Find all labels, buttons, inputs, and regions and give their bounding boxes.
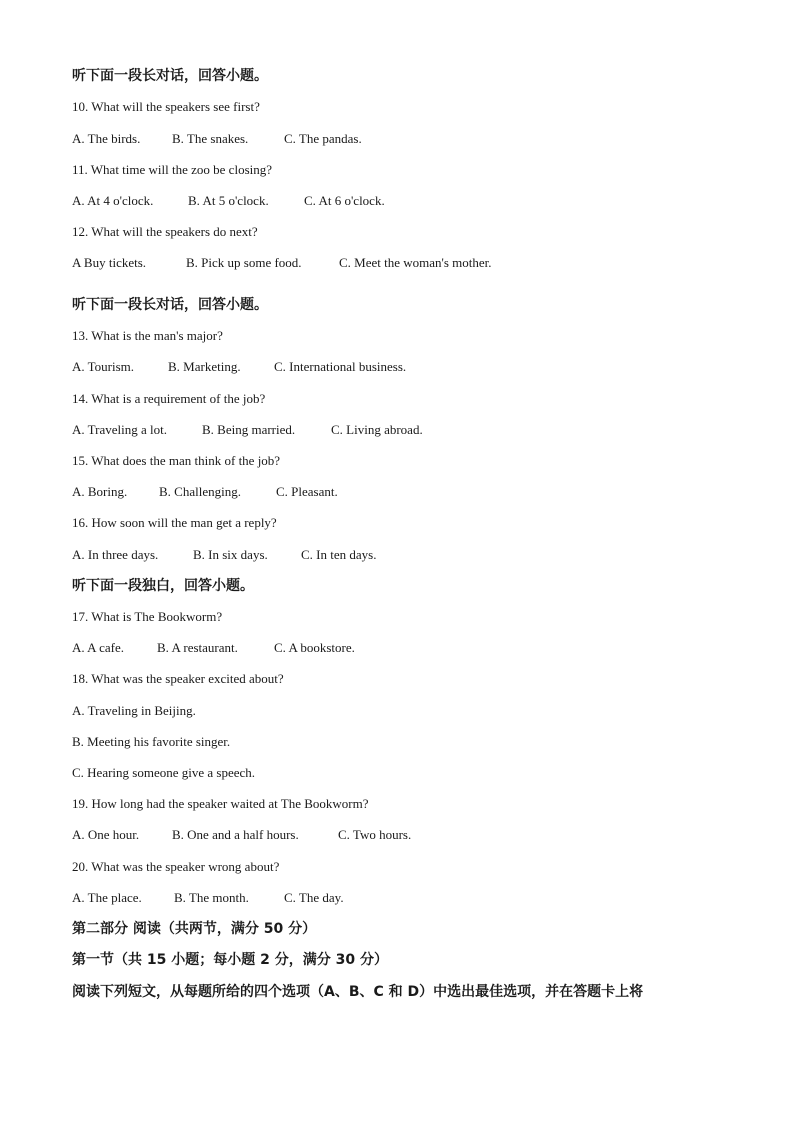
answer-options: [72, 640, 355, 656]
answer-options: [72, 422, 423, 438]
answer-options: [72, 547, 376, 563]
section-heading: 听下面一段长对话，回答小题。: [72, 297, 268, 313]
option-a: A. Traveling in Beijing.: [72, 703, 196, 718]
option-a: A. Tourism.: [72, 359, 135, 374]
question-stem: 19. How long had the speaker waited at The Bookworm?: [72, 796, 369, 811]
answer-options: [72, 131, 362, 147]
option-a: A Buy tickets.: [72, 255, 147, 270]
option-c: C. Living abroad.: [331, 422, 423, 437]
answer-options: [72, 827, 411, 843]
question-stem: 17. What is The Bookworm?: [72, 609, 223, 624]
option-c: C. Hearing someone give a speech.: [72, 765, 256, 780]
question-stem: 10. What will the speakers see first?: [72, 99, 260, 114]
section-heading: 听下面一段长对话，回答小题。: [72, 68, 268, 84]
answer-options: [72, 255, 492, 271]
option-c: C. At 6 o'clock.: [304, 193, 385, 208]
option-b: B. A restaurant.: [157, 640, 238, 655]
question-stem: 11. What time will the zoo be closing?: [72, 162, 273, 177]
section-title: 第一节（共 15 小题；每小题 2 分，满分 30 分）: [72, 952, 388, 968]
option-c: C. Two hours.: [338, 827, 412, 842]
option-a: A. One hour.: [72, 827, 140, 842]
question-stem: 15. What does the man think of the job?: [72, 453, 281, 468]
option-b: B. Being married.: [202, 422, 296, 437]
option-c: C. A bookstore.: [274, 640, 355, 655]
answer-options: [72, 359, 406, 375]
option-a: A. The place.: [72, 890, 142, 905]
instruction-text: 阅读下列短文，从每题所给的四个选项（A、B、C 和 D）中选出最佳选项，并在答题卡上将: [72, 984, 644, 1000]
option-b: B. At 5 o'clock.: [188, 193, 269, 208]
option-c: C. In ten days.: [301, 547, 377, 562]
question-stem: 14. What is a requirement of the job?: [72, 391, 266, 406]
answer-options: [72, 890, 344, 906]
question-stem: 20. What was the speaker wrong about?: [72, 859, 280, 874]
option-a: A. In three days.: [72, 547, 159, 562]
option-c: C. The day.: [284, 890, 344, 905]
option-c: C. The pandas.: [284, 131, 362, 146]
option-b: B. The month.: [174, 890, 249, 905]
question-stem: 18. What was the speaker excited about?: [72, 671, 284, 686]
option-b: B. Meeting his favorite singer.: [72, 734, 231, 749]
option-a: A. The birds.: [72, 131, 141, 146]
option-b: B. In six days.: [193, 547, 268, 562]
option-c: C. International business.: [274, 359, 407, 374]
question-stem: 12. What will the speakers do next?: [72, 224, 258, 239]
option-b: B. The snakes.: [172, 131, 249, 146]
question-stem: 16. How soon will the man get a reply?: [72, 515, 277, 530]
question-stem: 13. What is the man's major?: [72, 328, 223, 343]
answer-options: [72, 193, 385, 209]
option-b: B. Challenging.: [159, 484, 241, 499]
answer-options: [72, 484, 338, 500]
option-b: B. Marketing.: [168, 359, 241, 374]
section-heading: 听下面一段独白，回答小题。: [72, 578, 254, 594]
option-a: A. Boring.: [72, 484, 128, 499]
option-b: B. Pick up some food.: [186, 255, 302, 270]
option-a: A. A cafe.: [72, 640, 124, 655]
option-b: B. One and a half hours.: [172, 827, 299, 842]
option-a: A. Traveling a lot.: [72, 422, 167, 437]
part-title: 第二部分 阅读（共两节，满分 50 分）: [72, 921, 317, 937]
option-a: A. At 4 o'clock.: [72, 193, 154, 208]
option-c: C. Pleasant.: [276, 484, 338, 499]
option-c: C. Meet the woman's mother.: [339, 255, 492, 270]
